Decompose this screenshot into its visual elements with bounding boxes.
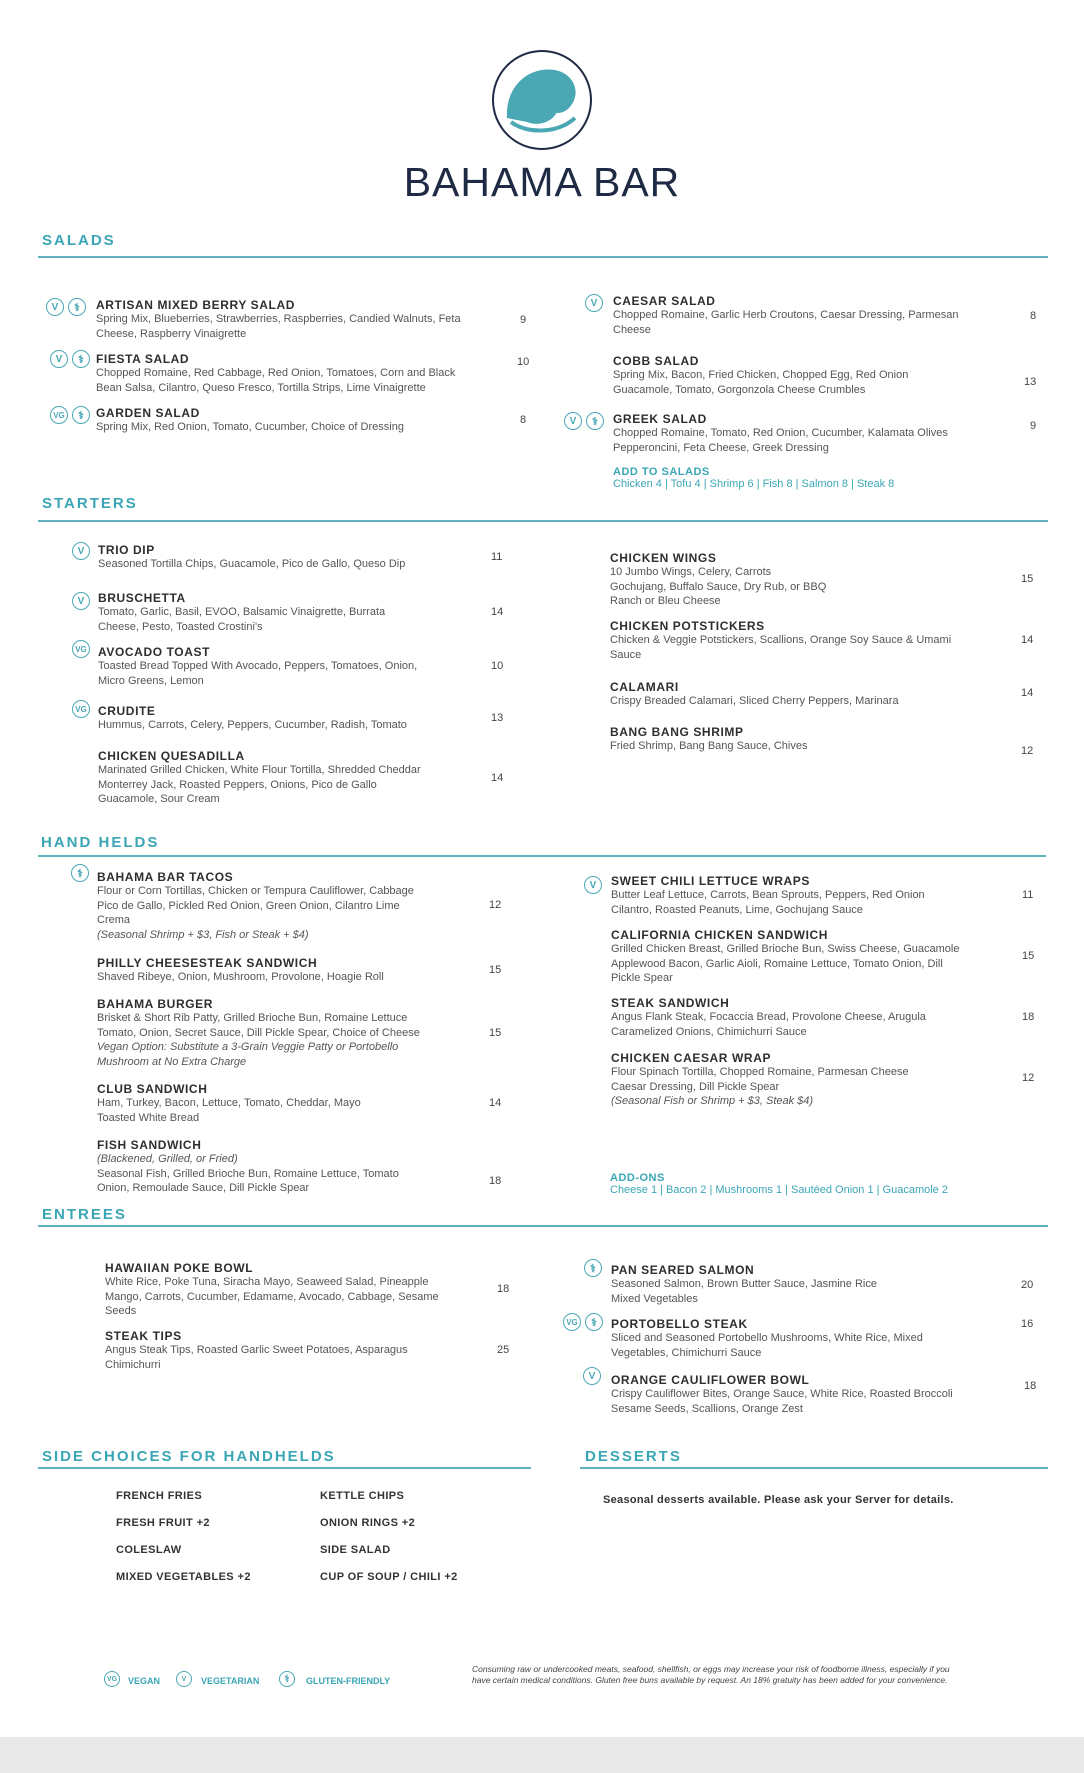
- vegetarian-icon: V: [72, 592, 90, 610]
- item-description: Toasted White Bread: [97, 1111, 200, 1124]
- side-option: ONION RINGS +2: [320, 1517, 416, 1529]
- item-price: 14: [489, 1097, 502, 1109]
- item-description: Chopped Romaine, Red Cabbage, Red Onion, Tomatoes, Corn and Black: [96, 367, 456, 379]
- item-description: Chopped Romaine, Tomato, Red Onion, Cucumber, Kalamata Olives: [613, 427, 948, 439]
- item-price: 18: [1022, 1011, 1035, 1023]
- item-name: CAESAR SALAD: [613, 294, 716, 308]
- item-description: Flour Spinach Tortilla, Chopped Romaine, Parmesan Cheese: [611, 1066, 909, 1078]
- item-price: 14: [1021, 634, 1034, 646]
- item-price: 12: [489, 899, 502, 911]
- menu-item: [611, 996, 1011, 1039]
- item-name: CLUB SANDWICH: [97, 1082, 208, 1096]
- item-description: Seasoned Tortilla Chips, Guacamole, Pico de Gallo, Queso Dip: [98, 558, 406, 570]
- item-description: Marinated Grilled Chicken, White Flour Tortilla, Shredded Cheddar: [98, 764, 421, 776]
- side-option: CUP OF SOUP / CHILI +2: [320, 1571, 458, 1583]
- item-description: Sauce: [610, 648, 642, 661]
- side-option: FRESH FRUIT +2: [116, 1517, 210, 1529]
- salad-addons: [613, 466, 1033, 490]
- item-name: GREEK SALAD: [613, 412, 707, 426]
- item-description: Seasonal Fish, Grilled Brioche Bun, Romaine Lettuce, Tomato: [97, 1167, 399, 1180]
- legend-gluten-friendly: GLUTEN-FRIENDLY: [306, 1676, 391, 1686]
- side-option: SIDE SALAD: [320, 1544, 391, 1556]
- item-name: STEAK TIPS: [105, 1329, 182, 1343]
- menu-item: [610, 551, 1010, 609]
- gluten-friendly-icon: ⚕: [585, 1313, 603, 1331]
- item-name: PHILLY CHEESESTEAK SANDWICH: [97, 956, 318, 970]
- item-price: 8: [1030, 310, 1037, 322]
- item-description: Cheese: [613, 323, 651, 336]
- item-name: COBB SALAD: [613, 354, 699, 368]
- item-description: Pickle Spear: [611, 972, 673, 984]
- item-name: GARDEN SALAD: [96, 406, 200, 420]
- section-title-handhelds: HAND HELDS: [41, 834, 160, 851]
- item-description: Applewood Bacon, Garlic Aioli, Romaine Lettuce, Tomato Onion, Dill: [611, 957, 943, 970]
- item-description: Brisket & Short Rib Patty, Grilled Brioche Bun, Romaine Lettuce: [97, 1012, 408, 1024]
- item-description: Micro Greens, Lemon: [98, 674, 204, 687]
- item-description: Tomato, Onion, Secret Sauce, Dill Pickle Spear, Choice of Cheese: [97, 1026, 420, 1039]
- menu-item: [98, 543, 478, 572]
- item-name: ARTISAN MIXED BERRY SALAD: [96, 298, 296, 312]
- item-description: Mixed Vegetables: [611, 1292, 698, 1305]
- item-note: Vegan Option: Substitute a 3-Grain Veggie Patty or Portobello: [97, 1041, 399, 1053]
- item-description: Butter Leaf Lettuce, Carrots, Bean Sprouts, Peppers, Red Onion: [611, 889, 925, 901]
- item-description: Angus Steak Tips, Roasted Garlic Sweet Potatoes, Asparagus: [105, 1344, 408, 1356]
- brand-logo: [0, 48, 1084, 206]
- menu-item: [97, 1138, 477, 1196]
- menu-item: [96, 298, 516, 341]
- section-title-starters: STARTERS: [42, 495, 138, 512]
- item-name: STEAK SANDWICH: [611, 996, 730, 1010]
- item-description: Spring Mix, Red Onion, Tomato, Cucumber, Choice of Dressing: [96, 421, 404, 433]
- bottom-edge-bar: [0, 1737, 1084, 1773]
- item-name: FISH SANDWICH: [97, 1138, 202, 1152]
- menu-item: [98, 704, 478, 733]
- item-price: 18: [497, 1283, 510, 1295]
- menu-item: [610, 619, 1010, 662]
- item-description: Sesame Seeds, Scallions, Orange Zest: [611, 1402, 803, 1415]
- item-name: FIESTA SALAD: [96, 352, 190, 366]
- item-price: 18: [489, 1175, 502, 1187]
- item-description: Mango, Carrots, Cucumber, Edamame, Avocado, Cabbage, Sesame: [105, 1290, 439, 1303]
- section-title-sides: SIDE CHOICES FOR HANDHELDS: [42, 1448, 336, 1465]
- vegan-icon: VG: [72, 640, 90, 658]
- section-title-desserts: DESSERTS: [585, 1448, 682, 1465]
- item-price: 15: [489, 1027, 502, 1039]
- item-description: Flour or Corn Tortillas, Chicken or Tempura Cauliflower, Cabbage: [97, 885, 414, 897]
- item-description: Toasted Bread Topped With Avocado, Peppers, Tomatoes, Onion,: [98, 660, 418, 672]
- item-description: Ranch or Bleu Cheese: [610, 595, 721, 607]
- side-option: COLESLAW: [116, 1544, 182, 1556]
- item-description: Bean Salsa, Cilantro, Queso Fresco, Tortilla Strips, Lime Vinaigrette: [96, 381, 426, 394]
- menu-item: [97, 870, 477, 942]
- item-description: 10 Jumbo Wings, Celery, Carrots: [610, 566, 772, 578]
- item-name: PORTOBELLO STEAK: [611, 1317, 748, 1331]
- menu-item: [98, 591, 478, 634]
- item-description: Guacamole, Sour Cream: [98, 793, 220, 805]
- vegan-icon: VG: [563, 1313, 581, 1331]
- item-note: Mushroom at No Extra Charge: [97, 1055, 247, 1068]
- item-price: 14: [1021, 687, 1034, 699]
- addon-list: Chicken 4 | Tofu 4 | Shrimp 6 | Fish 8 | Salmon 8 | Steak 8: [613, 478, 895, 490]
- item-description: Onion, Remoulade Sauce, Dill Pickle Spear: [97, 1182, 310, 1194]
- item-price: 16: [1021, 1318, 1034, 1330]
- item-description: Seasoned Salmon, Brown Butter Sauce, Jasmine Rice: [611, 1278, 877, 1290]
- item-price: 10: [517, 356, 530, 368]
- item-description: Chicken & Veggie Potstickers, Scallions, Orange Soy Sauce & Umami: [610, 634, 952, 646]
- menu-item: [611, 1373, 1011, 1416]
- section-divider: [38, 1225, 1048, 1227]
- item-name: HAWAIIAN POKE BOWL: [105, 1261, 254, 1275]
- vegan-icon: VG: [72, 700, 90, 718]
- menu-item: [105, 1261, 485, 1319]
- item-price: 13: [1024, 376, 1037, 388]
- section-title-entrees: ENTREES: [42, 1206, 127, 1223]
- vegetarian-icon: V: [584, 876, 602, 894]
- item-name: CHICKEN QUESADILLA: [98, 749, 245, 763]
- item-price: 9: [1030, 420, 1037, 432]
- gluten-friendly-icon: ⚕: [68, 298, 86, 316]
- menu-item: [611, 874, 1011, 917]
- addon-title: ADD TO SALADS: [613, 466, 710, 478]
- side-option: FRENCH FRIES: [116, 1490, 203, 1502]
- addon-list: Cheese 1 | Bacon 2 | Mushrooms 1 | Sautéed Onion 1 | Guacamole 2: [610, 1184, 948, 1196]
- item-name: PAN SEARED SALMON: [611, 1263, 755, 1277]
- item-note: (Seasonal Fish or Shrimp + $3, Steak $4): [611, 1095, 814, 1107]
- item-price: 14: [491, 606, 504, 618]
- menu-item: [98, 749, 478, 807]
- menu-item: [97, 1082, 477, 1125]
- item-description: Tomato, Garlic, Basil, EVOO, Balsamic Vinaigrette, Burrata: [98, 606, 386, 618]
- item-name: TRIO DIP: [98, 543, 155, 557]
- vegetarian-icon: V: [50, 350, 68, 368]
- item-description: Spring Mix, Blueberries, Strawberries, Raspberries, Candied Walnuts, Feta: [96, 313, 461, 325]
- gluten-friendly-icon: ⚕: [586, 412, 604, 430]
- item-description: Caesar Dressing, Dill Pickle Spear: [611, 1080, 780, 1093]
- gluten-friendly-icon: ⚕: [72, 406, 90, 424]
- item-name: CALIFORNIA CHICKEN SANDWICH: [611, 928, 829, 942]
- item-description: Ham, Turkey, Bacon, Lettuce, Tomato, Cheddar, Mayo: [97, 1097, 361, 1109]
- menu-item: [613, 412, 1013, 455]
- item-name: CHICKEN WINGS: [610, 551, 717, 565]
- item-description: Crispy Cauliflower Bites, Orange Sauce, White Rice, Roasted Broccoli: [611, 1388, 953, 1400]
- item-name: CHICKEN CAESAR WRAP: [611, 1051, 772, 1065]
- item-price: 11: [1022, 889, 1034, 901]
- item-price: 15: [1021, 573, 1034, 585]
- menu-item: [613, 294, 1013, 337]
- legend-vegetarian: VEGETARIAN: [201, 1676, 260, 1686]
- menu-item: [610, 725, 1010, 754]
- addon-title: ADD-ONS: [610, 1172, 665, 1184]
- gluten-friendly-icon: ⚕: [279, 1671, 295, 1687]
- item-price: 25: [497, 1344, 510, 1356]
- item-price: 20: [1021, 1279, 1034, 1291]
- disclaimer-line: have certain medical conditions. Gluten free buns available by request. An 18% gratuity has been added for your convenience.: [472, 1675, 948, 1685]
- menu-item: [105, 1329, 485, 1372]
- menu-item: [611, 1263, 1011, 1306]
- vegetarian-icon: V: [46, 298, 64, 316]
- item-name: BANG BANG SHRIMP: [610, 725, 744, 739]
- item-price: 13: [491, 712, 504, 724]
- section-divider: [38, 256, 1048, 258]
- vegetarian-icon: V: [72, 542, 90, 560]
- item-description: Crispy Breaded Calamari, Sliced Cherry Peppers, Marinara: [610, 695, 899, 707]
- item-description: Caramelized Onions, Chimichurri Sauce: [611, 1025, 807, 1038]
- item-price: 14: [491, 772, 504, 784]
- side-option: KETTLE CHIPS: [320, 1490, 405, 1502]
- vegan-icon: VG: [104, 1671, 120, 1687]
- section-divider: [38, 520, 1048, 522]
- menu-item: [611, 1051, 1011, 1109]
- item-description: Pepperoncini, Feta Cheese, Greek Dressing: [613, 441, 829, 454]
- item-description: Cilantro, Roasted Peanuts, Lime, Gochujang Sauce: [611, 903, 863, 916]
- item-description: Spring Mix, Bacon, Fried Chicken, Chopped Egg, Red Onion: [613, 369, 909, 381]
- item-description: Chimichurri: [105, 1358, 161, 1371]
- item-description: Fried Shrimp, Bang Bang Sauce, Chives: [610, 740, 808, 752]
- item-description: Chopped Romaine, Garlic Herb Croutons, Caesar Dressing, Parmesan: [613, 309, 959, 321]
- gluten-friendly-icon: ⚕: [71, 864, 89, 882]
- menu-item: [611, 1317, 1011, 1360]
- item-description: Angus Flank Steak, Focaccia Bread, Provolone Cheese, Arugula: [611, 1011, 926, 1023]
- item-description: Cheese, Raspberry Vinaigrette: [96, 327, 247, 340]
- vegetarian-icon: V: [585, 294, 603, 312]
- gluten-friendly-icon: ⚕: [584, 1259, 602, 1277]
- item-name: CALAMARI: [610, 680, 679, 694]
- menu-item: [613, 354, 1013, 397]
- item-name: SWEET CHILI LETTUCE WRAPS: [611, 874, 810, 888]
- side-option: MIXED VEGETABLES +2: [116, 1571, 251, 1583]
- gluten-friendly-icon: ⚕: [72, 350, 90, 368]
- item-description: Cheese, Pesto, Toasted Crostini's: [98, 620, 263, 633]
- item-price: 12: [1021, 745, 1034, 757]
- item-description: Monterrey Jack, Roasted Peppers, Onions, Pico de Gallo: [98, 778, 377, 791]
- section-divider: [38, 1467, 531, 1469]
- item-price: 9: [520, 314, 527, 326]
- item-price: 12: [1022, 1072, 1035, 1084]
- item-price: 8: [520, 414, 527, 426]
- item-description: Vegetables, Chimichurri Sauce: [611, 1346, 762, 1359]
- item-price: 18: [1024, 1380, 1037, 1392]
- vegetarian-icon: V: [564, 412, 582, 430]
- item-description: Seeds: [105, 1305, 137, 1317]
- vegetarian-icon: V: [583, 1367, 601, 1385]
- item-name: ORANGE CAULIFLOWER BOWL: [611, 1373, 810, 1387]
- item-description: Pico de Gallo, Pickled Red Onion, Green Onion, Cilantro Lime: [97, 899, 400, 912]
- item-description: Guacamole, Tomato, Gorgonzola Cheese Crumbles: [613, 383, 866, 396]
- item-note: (Seasonal Shrimp + $3, Fish or Steak + $4): [97, 928, 309, 941]
- menu-item: [97, 956, 477, 985]
- food-safety-disclaimer: [472, 1664, 1012, 1686]
- wave-logo-icon: [487, 48, 597, 153]
- item-price: 11: [491, 551, 503, 563]
- legend-vegan: VEGAN: [128, 1676, 161, 1686]
- item-description: Hummus, Carrots, Celery, Peppers, Cucumber, Radish, Tomato: [98, 719, 407, 731]
- section-divider: [580, 1467, 1048, 1469]
- item-description: Gochujang, Buffalo Sauce, Dry Rub, or BBQ: [610, 580, 827, 593]
- item-description: Shaved Ribeye, Onion, Mushroom, Provolone, Hoagie Roll: [97, 971, 384, 983]
- item-price: 10: [491, 660, 504, 672]
- menu-item: [611, 928, 1011, 986]
- item-description: Sliced and Seasoned Portobello Mushrooms, White Rice, Mixed: [611, 1332, 923, 1344]
- handheld-addons: [610, 1172, 1030, 1196]
- item-description: Grilled Chicken Breast, Grilled Brioche Bun, Swiss Cheese, Guacamole: [611, 943, 960, 955]
- item-name: CHICKEN POTSTICKERS: [610, 619, 765, 633]
- dessert-note: Seasonal desserts available. Please ask your Server for details.: [603, 1494, 954, 1506]
- menu-item: [96, 352, 516, 395]
- section-title-salads: SALADS: [42, 232, 116, 249]
- item-name: BAHAMA BURGER: [97, 997, 214, 1011]
- item-name: BRUSCHETTA: [98, 591, 186, 605]
- menu-item: [96, 406, 516, 435]
- disclaimer-line: Consuming raw or undercooked meats, seafood, shellfish, or eggs may increase your risk of foodborne illness, especially if you: [472, 1664, 950, 1674]
- item-name: AVOCADO TOAST: [98, 645, 211, 659]
- item-note: (Blackened, Grilled, or Fried): [97, 1153, 238, 1165]
- vegan-icon: VG: [50, 406, 68, 424]
- item-price: 15: [489, 964, 502, 976]
- item-description: White Rice, Poke Tuna, Siracha Mayo, Seaweed Salad, Pineapple: [105, 1276, 429, 1288]
- section-divider: [38, 855, 1046, 857]
- item-price: 15: [1022, 950, 1035, 962]
- menu-item: [97, 997, 477, 1069]
- brand-name: BAHAMA BAR: [403, 159, 681, 205]
- menu-item: [98, 645, 478, 688]
- item-description: Crema: [97, 914, 131, 926]
- menu-item: [610, 680, 1010, 709]
- vegetarian-icon: V: [176, 1671, 192, 1687]
- item-name: BAHAMA BAR TACOS: [97, 870, 234, 884]
- item-name: CRUDITE: [98, 704, 156, 718]
